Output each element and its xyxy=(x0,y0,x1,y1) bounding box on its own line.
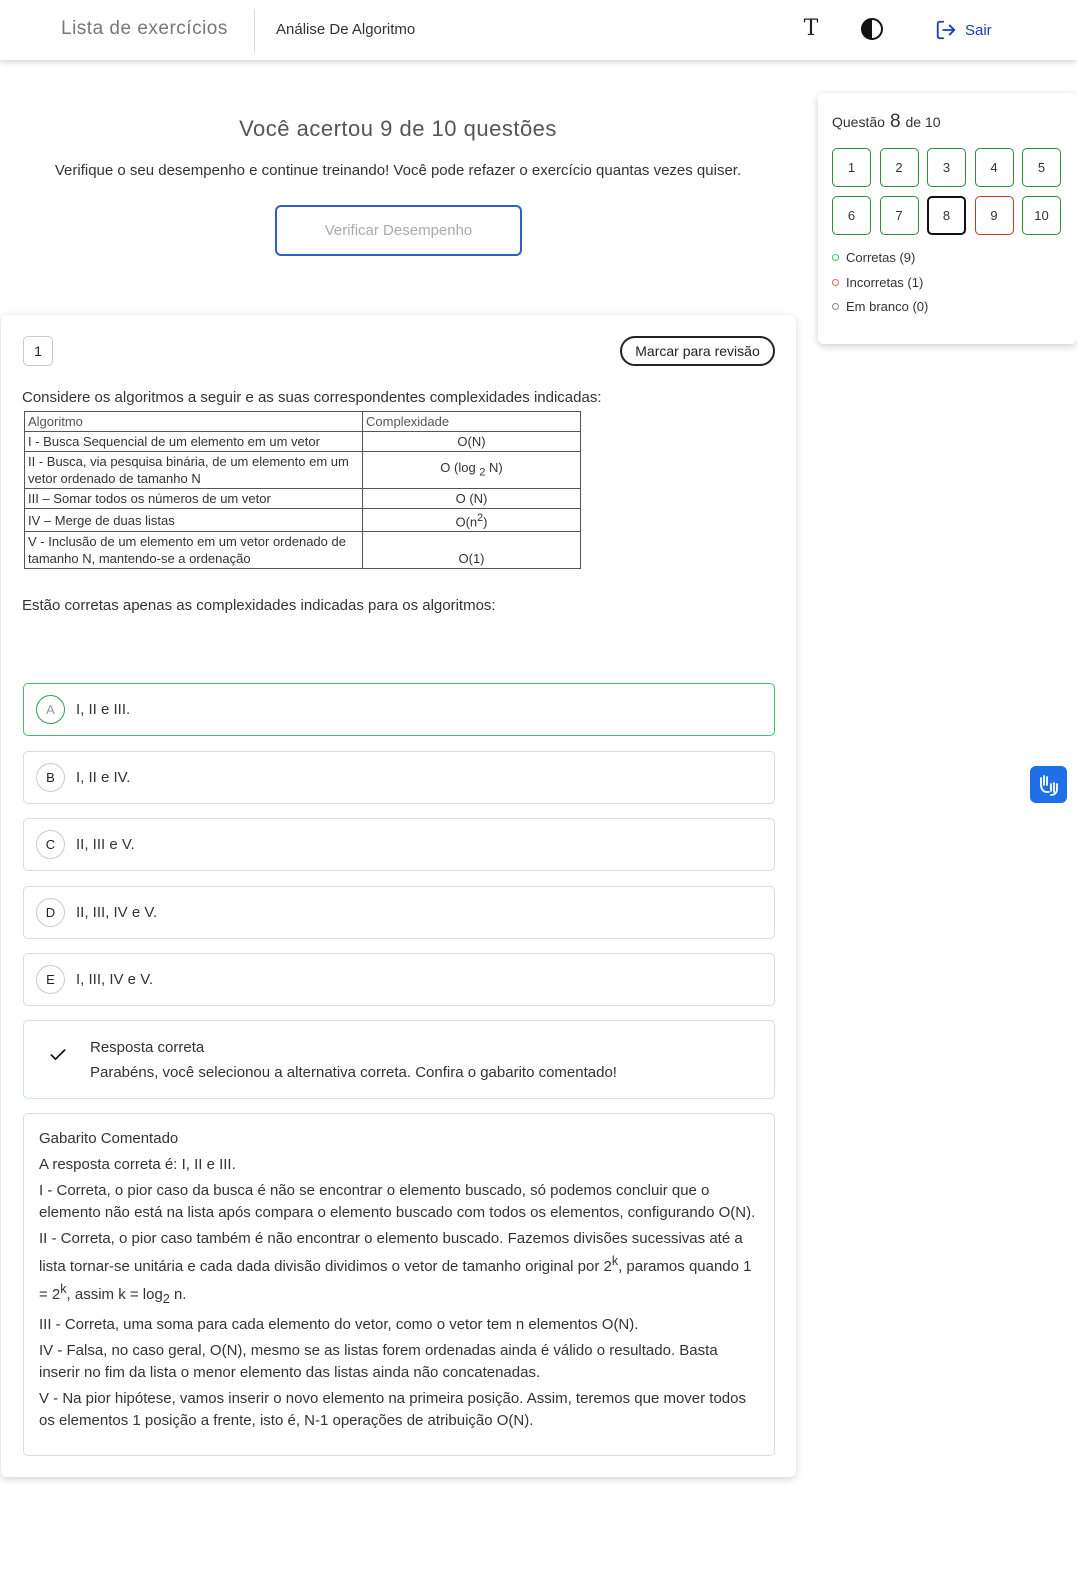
nav-question-3[interactable]: 3 xyxy=(927,148,966,187)
complexity-table xyxy=(24,411,581,569)
table-header: Algoritmo xyxy=(25,412,363,432)
incorrect-dot-icon xyxy=(832,279,839,286)
question-statement: Considere os algoritmos a seguir e as suas correspondentes complexidades indicadas: xyxy=(22,389,602,406)
alternative-letter: A xyxy=(36,695,65,724)
result-subtitle: Verifique o seu desempenho e continue treinando! Você pode refazer o exercício quantas vezes quiser. xyxy=(54,162,742,179)
legend-blank-label: Em branco (0) xyxy=(846,299,929,314)
comment-text: n. xyxy=(169,1286,187,1303)
comment-text: , paramos quando 1 = 2 xyxy=(39,1258,752,1303)
table-cell: I - Busca Sequencial de um elemento em um vetor xyxy=(25,432,363,452)
alternative-a[interactable] xyxy=(23,683,775,736)
feedback-message: Parabéns, você selecionou a alternativa correta. Confira o gabarito comentado! xyxy=(90,1064,617,1081)
complexity-text: N) xyxy=(485,459,503,475)
table-row xyxy=(25,532,581,569)
alternative-text: I, II e IV. xyxy=(76,769,131,786)
table-row xyxy=(25,432,581,452)
comment-subscript: 2 xyxy=(162,1292,170,1306)
table-header-row xyxy=(25,412,581,432)
commented-answer xyxy=(23,1113,775,1456)
table-cell: II - Busca, via pesquisa binária, de um elemento em um vetor ordenado de tamanho N xyxy=(25,452,363,489)
legend-correct xyxy=(832,250,915,265)
comment-item: IV - Falsa, no caso geral, O(N), mesmo se as listas forem ordenadas ainda é válido o resultado. Basta inserir no fim da lista o menor elemento das listas ainda não concatenadas. xyxy=(39,1342,718,1381)
nav-question-8[interactable]: 8 xyxy=(927,196,966,235)
table-cell xyxy=(363,452,581,489)
commented-answer-title: Gabarito Comentado xyxy=(39,1130,179,1147)
nav-question-9[interactable]: 9 xyxy=(975,196,1014,235)
contrast-toggle-button[interactable] xyxy=(860,17,884,41)
comment-answer: A resposta correta é: I, II e III. xyxy=(39,1156,236,1173)
table-cell: O(N) xyxy=(363,432,581,452)
navigator-total: de 10 xyxy=(905,114,941,130)
header-divider xyxy=(254,9,255,53)
alternative-text: II, III e V. xyxy=(76,836,135,853)
logout-label: Sair xyxy=(965,21,992,39)
sign-language-hands-icon xyxy=(1036,772,1062,798)
nav-question-6[interactable]: 6 xyxy=(832,196,871,235)
nav-question-7[interactable]: 7 xyxy=(880,196,919,235)
question-number: 1 xyxy=(23,336,53,366)
complexity-text: O (log xyxy=(440,459,476,475)
table-row xyxy=(25,452,581,489)
navigator-grid xyxy=(832,148,1062,235)
course-name: Análise De Algoritmo xyxy=(276,21,416,38)
comment-item xyxy=(39,1228,759,1310)
contrast-icon xyxy=(860,17,884,41)
question-prompt: Estão corretas apenas as complexidades indicadas para os algoritmos: xyxy=(22,597,496,614)
top-bar xyxy=(0,0,1077,60)
feedback-title: Resposta correta xyxy=(90,1039,205,1056)
complexity-text: O(n xyxy=(455,514,478,530)
legend-incorrect-label: Incorretas (1) xyxy=(846,275,924,290)
navigator-label: Questão xyxy=(832,114,885,130)
sign-language-button[interactable] xyxy=(1030,766,1067,803)
complexity-superscript: 2 xyxy=(477,512,484,524)
table-cell: III – Somar todos os números de um vetor xyxy=(25,489,363,509)
question-navigator xyxy=(818,93,1077,344)
nav-question-5[interactable]: 5 xyxy=(1022,148,1061,187)
alternative-c[interactable] xyxy=(23,818,775,871)
check-icon xyxy=(48,1045,68,1065)
legend-correct-label: Corretas (9) xyxy=(846,250,916,265)
legend-incorrect xyxy=(832,275,923,290)
comment-text: II - Correta, o pior caso também é não encontrar o elemento buscado. Fazemos divisões sucessivas até a lista tornar-se unitária e cada dada divisão dividimos o vetor de tamanho original por 2 xyxy=(39,1230,743,1275)
app-title[interactable]: Lista de exercícios xyxy=(61,18,228,39)
navigator-header xyxy=(832,111,941,133)
table-row xyxy=(25,489,581,509)
nav-question-4[interactable]: 4 xyxy=(975,148,1014,187)
check-performance-button[interactable]: Verificar Desempenho xyxy=(275,205,522,256)
table-cell xyxy=(363,509,581,532)
blank-dot-icon xyxy=(832,303,839,310)
legend-blank xyxy=(832,299,928,314)
nav-question-1[interactable]: 1 xyxy=(832,148,871,187)
table-cell: IV – Merge de duas listas xyxy=(25,509,363,532)
alternative-e[interactable] xyxy=(23,953,775,1006)
complexity-text: ) xyxy=(483,514,488,530)
font-size-button[interactable]: T xyxy=(803,16,819,41)
comment-item: III - Correta, uma soma para cada elemento do vetor, como o vetor tem n elementos O(N). xyxy=(39,1316,639,1333)
nav-question-2[interactable]: 2 xyxy=(880,148,919,187)
table-row xyxy=(25,509,581,532)
comment-item: V - Na pior hipótese, vamos inserir o novo elemento na primeira posição. Assim, teremos que mover todos os elementos 1 posição a frente, isto é, N-1 operações de atribuição O(N). xyxy=(39,1390,746,1429)
result-title: Você acertou 9 de 10 questões xyxy=(239,116,557,141)
alternative-text: I, III, IV e V. xyxy=(76,971,153,988)
mark-for-review-button[interactable]: Marcar para revisão xyxy=(620,336,775,366)
alternative-letter: C xyxy=(36,830,65,859)
nav-question-10[interactable]: 10 xyxy=(1022,196,1061,235)
table-cell: O(1) xyxy=(363,532,581,569)
alternative-letter: D xyxy=(36,898,65,927)
table-cell: O (N) xyxy=(363,489,581,509)
correct-dot-icon xyxy=(832,254,839,261)
table-header: Complexidade xyxy=(363,412,581,432)
alternative-text: II, III, IV e V. xyxy=(76,904,158,921)
alternative-letter: B xyxy=(36,763,65,792)
alternative-text: I, II e III. xyxy=(76,701,131,718)
complexity-subscript: 2 xyxy=(479,466,486,479)
alternative-d[interactable] xyxy=(23,886,775,939)
comment-superscript: k xyxy=(611,1254,619,1268)
table-cell: V - Inclusão de um elemento em um vetor ordenado de tamanho N, mantendo-se a ordenação xyxy=(25,532,363,569)
question-card xyxy=(1,315,796,1477)
alternative-b[interactable] xyxy=(23,751,775,804)
logout-icon xyxy=(935,19,957,41)
comment-item: I - Correta, o pior caso da busca é não se encontrar o elemento buscado, só podemos concluir que o elemento não está na lista após compara o elemento buscado com todos os elementos, configurando O(N). xyxy=(39,1182,756,1221)
navigator-current: 8 xyxy=(889,111,901,132)
alternative-letter: E xyxy=(36,965,65,994)
comment-superscript: k xyxy=(60,1282,67,1296)
comment-text: , assim k = log xyxy=(66,1286,163,1303)
answer-feedback xyxy=(23,1020,775,1099)
logout-button[interactable] xyxy=(935,18,992,42)
